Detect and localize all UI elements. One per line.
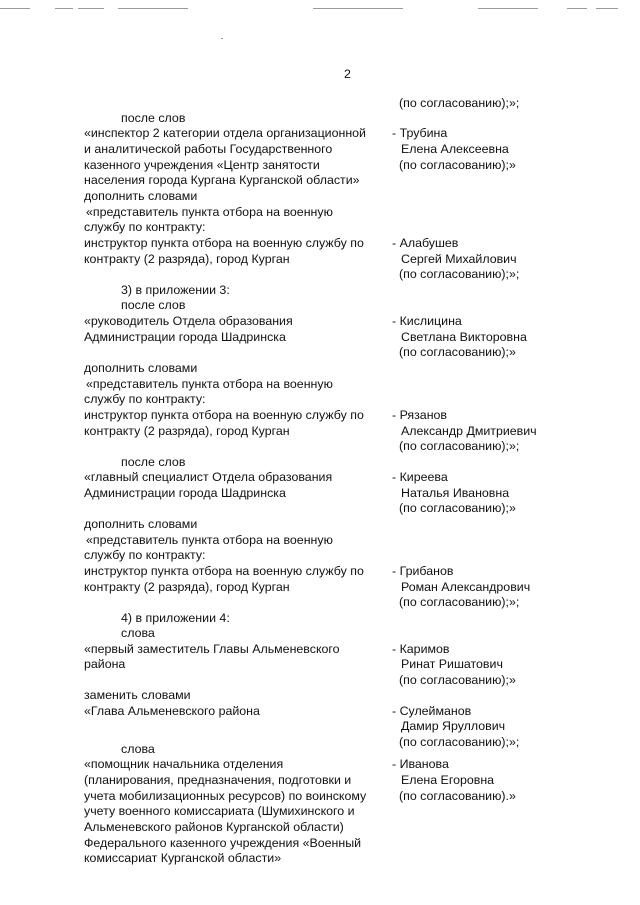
left-text-line: после слов — [121, 111, 186, 125]
left-text-line: контракту (2 разряда), город Курган — [84, 580, 290, 594]
page-number: 2 — [344, 67, 351, 81]
right-text-line: - Сулейманов — [392, 704, 472, 718]
right-text-line: Сергей Михайлович — [401, 252, 517, 266]
left-text-line: заменить словами — [84, 688, 191, 702]
scan-artifact-line — [478, 8, 538, 9]
right-text-line: - Кислицина — [392, 314, 462, 328]
left-text-line: комиссариат Курганской области» — [84, 851, 282, 865]
right-text-line: (по согласованию);»; — [399, 267, 520, 281]
right-text-line: - Каримов — [392, 642, 450, 656]
right-text-line: - Грибанов — [392, 564, 454, 578]
scan-artifact-line — [0, 8, 30, 9]
left-text-line: Федерального казенного учреждения «Военный — [84, 836, 362, 850]
right-text-line: (по согласованию);» — [399, 158, 516, 172]
left-text-line: инструктор пункта отбора на военную службу по — [84, 236, 364, 250]
left-text-line: Администрации города Шадринска — [84, 330, 286, 344]
right-text-line: (по согласованию);» — [399, 673, 516, 687]
left-text-line: «Глава Альменевского района — [84, 704, 260, 718]
left-text-line: службу по контракту: — [84, 392, 206, 406]
right-text-line: Роман Александрович — [401, 580, 531, 594]
right-text-line: - Иванова — [392, 757, 449, 771]
right-text-line: Александр Дмитриевич — [401, 424, 537, 438]
left-text-line: дополнить словами — [84, 361, 198, 375]
right-text-line: Дамир Яруллович — [401, 719, 506, 733]
right-text-line: - Рязанов — [392, 408, 448, 422]
right-text-line: Ринат Ришатович — [401, 657, 503, 671]
right-text-line: Наталья Ивановна — [401, 486, 510, 500]
left-text-line: слова — [121, 626, 155, 640]
right-text-line: Елена Алексеевна — [401, 142, 509, 156]
left-text-line: (планирования, предназначения, подготовки и — [84, 773, 352, 787]
left-text-line: «главный специалист Отдела образования — [84, 470, 333, 484]
left-text-line: контракту (2 разряда), город Курган — [84, 252, 290, 266]
right-text-line: (по согласованию);»; — [399, 595, 520, 609]
right-text-line: - Киреева — [392, 470, 448, 484]
right-text-line: (по согласованию).» — [399, 789, 516, 803]
left-text-line: района — [84, 657, 126, 671]
right-text-line: (по согласованию);»; — [399, 439, 520, 453]
left-text-line: «представитель пункта отбора на военную — [86, 377, 333, 391]
left-text-line: Альменевского районов Курганской области) — [84, 820, 344, 834]
left-text-line: после слов — [121, 455, 186, 469]
right-text-line: - Алабушев — [392, 236, 459, 250]
right-text-line: (по согласованию);»; — [399, 735, 520, 749]
left-text-line: инструктор пункта отбора на военную службу по — [84, 564, 364, 578]
right-text-line: (по согласованию);» — [399, 501, 516, 515]
left-text-line: «помощник начальника отделения — [84, 757, 284, 771]
left-text-line: «первый заместитель Главы Альменевского — [84, 642, 340, 656]
right-text-line: - Трубина — [392, 126, 448, 140]
right-text-line: (по согласованию);» — [399, 345, 516, 359]
left-text-line: учету военного комиссариата (Шумихинского и — [84, 804, 355, 818]
left-text-line: населения города Кургана Курганской области» — [84, 173, 360, 187]
scan-artifact-line — [118, 8, 188, 9]
left-text-line: «представитель пункта отбора на военную — [86, 205, 333, 219]
left-text-line: Администрации города Шадринска — [84, 486, 286, 500]
left-text-line: после слов — [121, 298, 186, 312]
scan-artifact-line — [55, 8, 73, 9]
left-text-line: «представитель пункта отбора на военную — [86, 533, 333, 547]
left-text-line: инструктор пункта отбора на военную службу по — [84, 408, 364, 422]
right-text-line: (по согласованию);»; — [399, 96, 520, 110]
scan-artifact-line — [313, 8, 403, 9]
left-text-line: 4) в приложении 4: — [121, 611, 230, 625]
left-text-line: службу по контракту: — [84, 220, 206, 234]
right-text-line: Елена Егоровна — [401, 773, 495, 787]
left-text-line: «инспектор 2 категории отдела организационной — [84, 126, 366, 140]
left-text-line: контракту (2 разряда), город Курган — [84, 424, 290, 438]
left-text-line: слова — [121, 742, 155, 756]
right-text-line: Светлана Викторовна — [401, 330, 527, 344]
scan-artifact-speck — [221, 38, 223, 39]
left-text-line: службу по контракту: — [84, 548, 206, 562]
left-text-line: и аналитической работы Государственного — [84, 142, 333, 156]
left-text-line: дополнить словами — [84, 189, 198, 203]
left-text-line: дополнить словами — [84, 517, 198, 531]
left-text-line: 3) в приложении 3: — [121, 283, 230, 297]
left-text-line: «руководитель Отдела образования — [84, 314, 293, 328]
scan-artifact-line — [596, 8, 618, 9]
scan-artifact-line — [567, 8, 587, 9]
scan-artifact-line — [78, 8, 104, 9]
left-text-line: казенного учреждения «Центр занятости — [84, 158, 320, 172]
left-text-line: учета мобилизационных ресурсов) по воинскому — [84, 789, 367, 803]
